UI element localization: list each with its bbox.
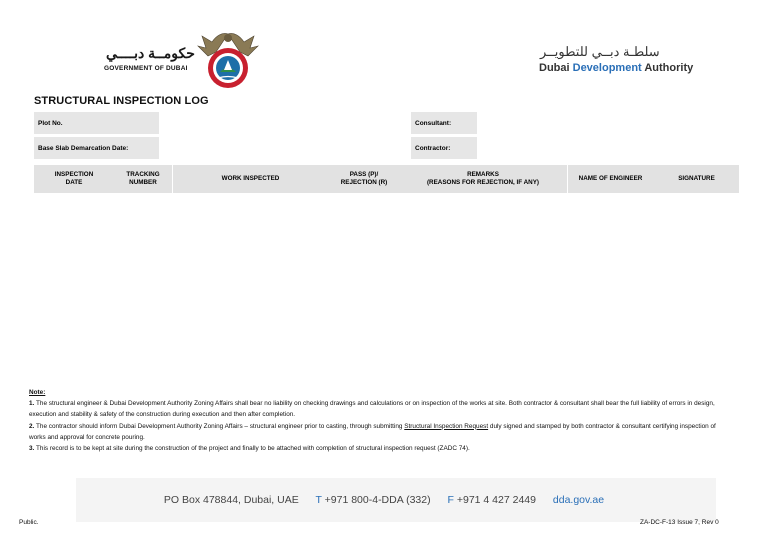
footer-phone: +971 800-4-DDA (332) bbox=[324, 494, 431, 506]
footer-fax: +971 4 427 2449 bbox=[456, 494, 536, 506]
col-work-label: WORK INSPECTED bbox=[221, 175, 280, 182]
page-title: STRUCTURAL INSPECTION LOG bbox=[34, 95, 209, 107]
classification-label: Public. bbox=[19, 519, 39, 526]
government-of-dubai-label: GOVERNMENT OF DUBAI bbox=[104, 65, 188, 72]
footer-website-link[interactable]: dda.gov.ae bbox=[552, 494, 605, 506]
footer-fax-label: F bbox=[447, 494, 454, 506]
col-divider bbox=[172, 165, 173, 193]
col-inspection-date-line2: DATE bbox=[65, 179, 83, 186]
col-divider bbox=[567, 165, 568, 193]
note-2-number: 2. bbox=[29, 422, 35, 430]
dubai-emblem-icon bbox=[194, 28, 262, 92]
footer-address: PO Box 478844, Dubai, UAE bbox=[163, 494, 299, 506]
col-signature bbox=[654, 165, 739, 193]
col-engineer-label: NAME OF ENGINEER bbox=[578, 175, 643, 182]
government-of-dubai-arabic: حكومــة دبــــي bbox=[106, 45, 195, 61]
col-tracking-line1: TRACKING bbox=[126, 171, 160, 178]
notes-section bbox=[29, 387, 717, 454]
document-reference: ZA-DC-F-13 Issue 7, Rev 0 bbox=[640, 519, 719, 526]
structural-inspection-request-link[interactable]: Structural Inspection Request bbox=[404, 422, 489, 430]
note-2 bbox=[29, 421, 717, 443]
dda-word-development: Development bbox=[572, 62, 642, 74]
col-remarks-line1: REMARKS bbox=[467, 171, 499, 178]
note-1-text: The structural engineer & Dubai Development Authority Zoning Affairs shall bear no liability on checking drawings and calculations or on inspection of the works at site. Both contractor & consultant shall bear the full liability of errors in design, execution and stability & safety of the construction during execution and then after completion. bbox=[29, 400, 715, 419]
col-work-inspected bbox=[172, 165, 329, 193]
col-signature-label: SIGNATURE bbox=[678, 175, 715, 182]
col-name-of-engineer bbox=[567, 165, 654, 193]
dda-logo-text bbox=[539, 62, 693, 74]
dda-word-authority: Authority bbox=[644, 62, 694, 74]
footer-contact bbox=[0, 494, 768, 506]
plot-no-label: Plot No. bbox=[34, 112, 159, 134]
dda-word-dubai: Dubai bbox=[539, 62, 570, 74]
col-pass-line1: PASS (P)/ bbox=[349, 171, 379, 178]
col-pass-line2: REJECTION (R) bbox=[340, 179, 388, 186]
col-remarks-line2: (REASONS FOR REJECTION, IF ANY) bbox=[426, 179, 540, 186]
consultant-label: Consultant: bbox=[411, 112, 477, 134]
notes-heading: Note: bbox=[29, 389, 46, 396]
note-2-text-a: The contractor should inform Dubai Development Authority Zoning Affairs – structural engineer prior to casting, through submitting bbox=[36, 422, 403, 430]
base-slab-label: Base Slab Demarcation Date: bbox=[34, 137, 159, 159]
col-inspection-date-line1: INSPECTION bbox=[54, 171, 94, 178]
col-tracking-line2: NUMBER bbox=[129, 179, 157, 186]
dda-arabic-name: سلطـة دبــي للتطويــر bbox=[540, 44, 660, 59]
col-remarks bbox=[399, 165, 567, 193]
note-1 bbox=[29, 398, 717, 420]
col-tracking-number bbox=[114, 165, 172, 193]
contractor-label: Contractor: bbox=[411, 137, 477, 159]
col-inspection-date bbox=[34, 165, 114, 193]
col-pass-rejection bbox=[329, 165, 399, 193]
note-1-number: 1. bbox=[29, 400, 35, 408]
footer-phone-label: T bbox=[315, 494, 322, 506]
note-3 bbox=[29, 443, 717, 454]
note-3-text: This record is to be kept at site during the construction of the project and finally to be attached with completion of structural inspection request (ZADC 74). bbox=[36, 445, 470, 453]
note-3-number: 3. bbox=[29, 445, 35, 453]
note-2-text-b: duly signed and stamped by both contractor & consultant certifying inspection of works and approval for concrete pouring. bbox=[29, 422, 716, 441]
